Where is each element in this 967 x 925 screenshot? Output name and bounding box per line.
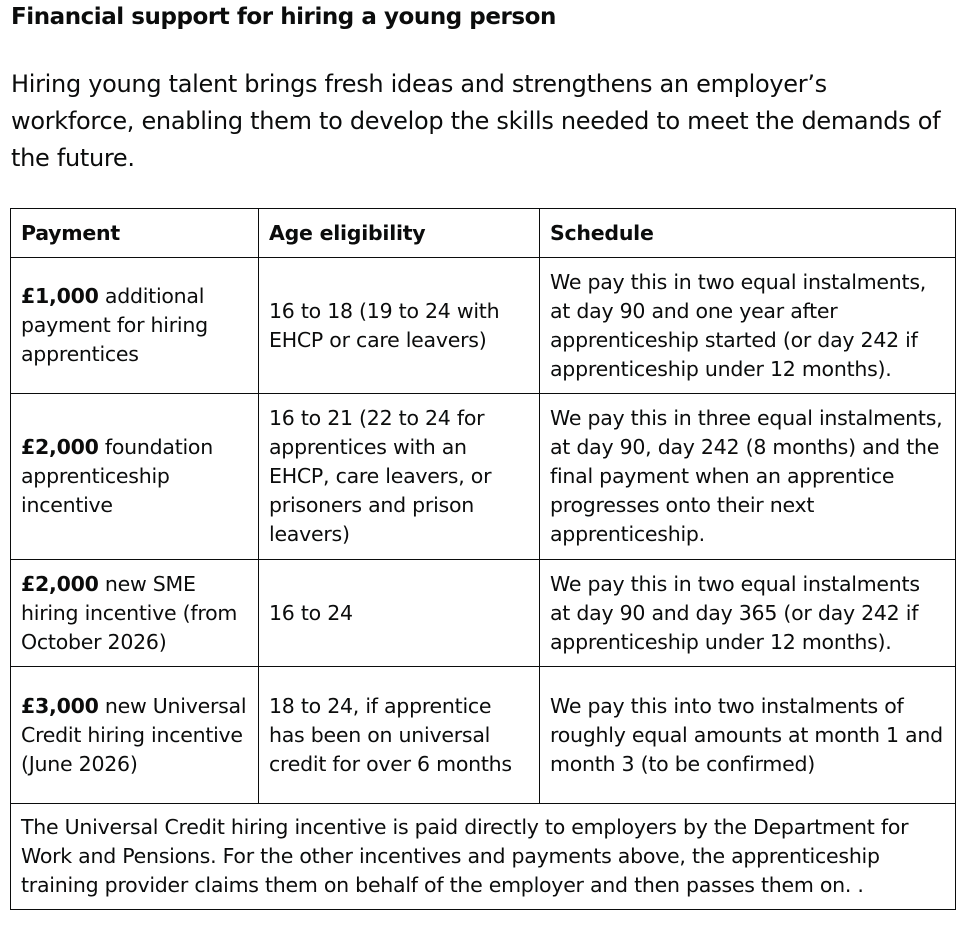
payment-amount: £2,000 [21,435,99,459]
age-eligibility-cell: 16 to 18 (19 to 24 with EHCP or care leavers) [259,258,540,394]
payment-amount: £2,000 [21,571,99,596]
page-title: Financial support for hiring a young person [11,4,556,30]
payment-amount: £3,000 [21,693,99,718]
payment-description: new Universal Credit hiring incentive (June 2026) [21,693,247,776]
payment-cell [11,258,259,394]
table-row [11,667,956,804]
payment-amount: £1,000 [21,284,99,308]
table-row [11,560,956,667]
table-row [11,258,956,394]
payment-description: new SME hiring incentive (from October 2026) [21,571,238,654]
schedule-cell: We pay this into two instalments of roughly equal amounts at month 1 and month 3 (to be confirmed) [540,667,956,804]
column-header-schedule: Schedule [540,209,956,258]
payment-cell [11,667,259,804]
payment-description: foundation apprenticeship incentive [21,435,213,517]
schedule-cell: We pay this in two equal instalments, at day 90 and one year after apprenticeship started (or day 242 if apprenticeship under 12 months). [540,258,956,394]
column-header-age-eligibility: Age eligibility [259,209,540,258]
schedule-cell: We pay this in three equal instalments, at day 90, day 242 (8 months) and the final payment when an apprentice progresses onto their next apprenticeship. [540,394,956,560]
age-eligibility-cell: 18 to 24, if apprentice has been on universal credit for over 6 months [259,667,540,804]
column-header-payment: Payment [11,209,259,258]
intro-paragraph: Hiring young talent brings fresh ideas and strengthens an employer’s workforce, enabling them to develop the skills needed to meet the demands of the future. [11,70,941,172]
schedule-cell: We pay this in two equal instalments at day 90 and day 365 (or day 242 if apprenticeship under 12 months). [540,560,956,667]
age-eligibility-cell: 16 to 21 (22 to 24 for apprentices with an EHCP, care leavers, or prisoners and prison leavers) [259,394,540,560]
payment-cell [11,394,259,560]
table-header-row [11,209,956,258]
payment-description: additional payment for hiring apprentices [21,284,208,366]
payment-cell [11,560,259,667]
table-note: The Universal Credit hiring incentive is paid directly to employers by the Department for Work and Pensions. For the other incentives and payments above, the apprenticeship training provider claims them on behalf of the employer and then passes them on. . [11,804,956,910]
table-row [11,394,956,560]
age-eligibility-cell: 16 to 24 [259,560,540,667]
incentives-table [10,208,956,910]
table-note-row [11,804,956,910]
